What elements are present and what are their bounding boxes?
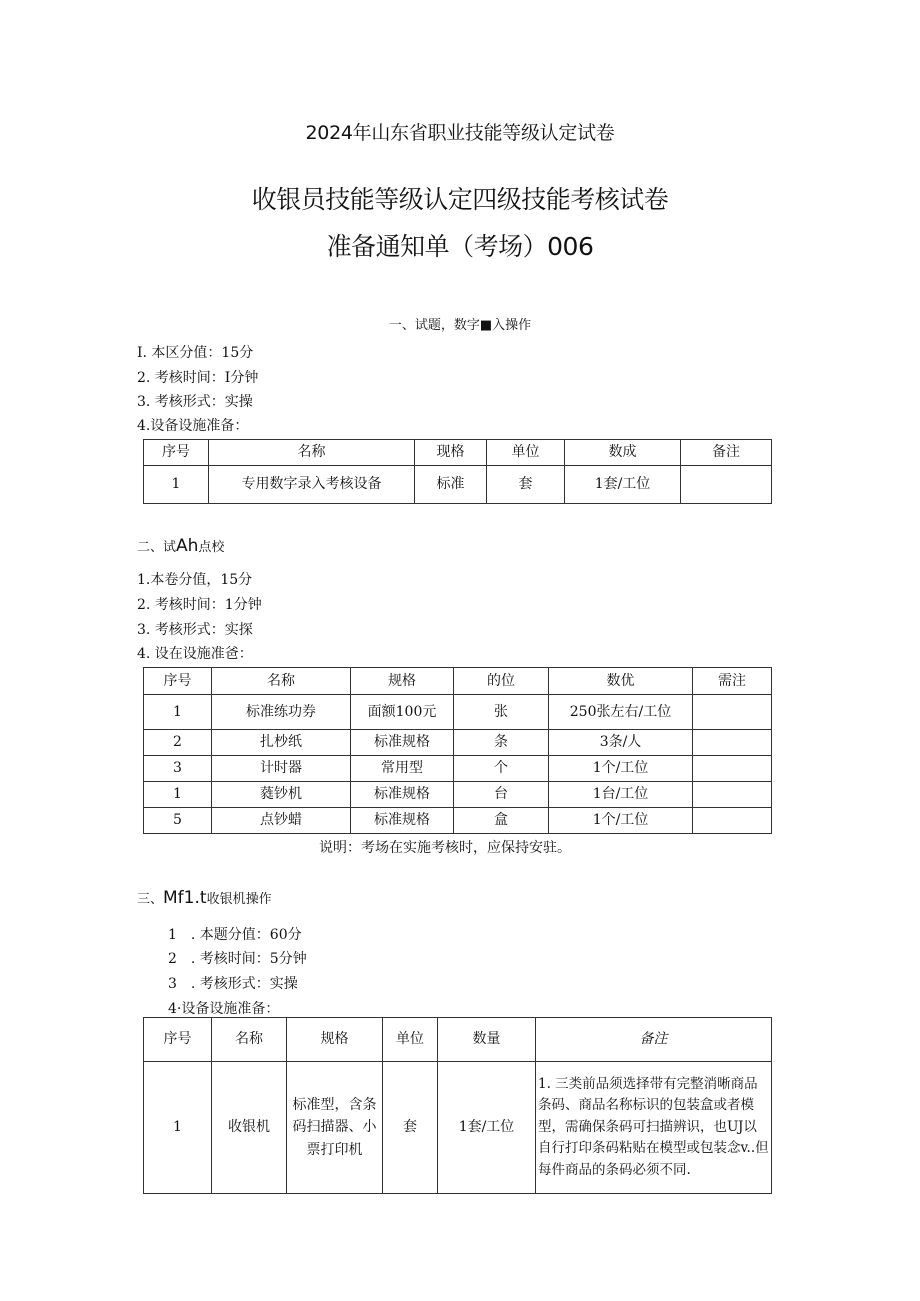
column-header: 备注 xyxy=(681,440,772,466)
section3-title-suffix: 收银机操作 xyxy=(206,892,272,907)
section1-item-1: I. 本区分值：15分 xyxy=(137,345,254,361)
column-header: 的位 xyxy=(454,668,549,695)
section2-item-3: 3. 考核形式：实探 xyxy=(137,622,253,638)
section1-item-2: 2. 考核时间：I分钟 xyxy=(137,370,259,386)
table-cell: 1. 三类前品须选择带有完整消晰商品条码、商品名称标识的包装盒或者模型，需确保条码可扫描辨识，也UJ以自行打印条码粘贴在模型或包装念v..但每件商品的条码必须不同. xyxy=(536,1062,772,1194)
table-cell xyxy=(681,466,772,504)
section1-equipment-table xyxy=(143,439,772,504)
table-cell: 5 xyxy=(144,808,212,834)
table-cell: 套 xyxy=(487,466,565,504)
section2-item-4: 4. 设在设施准爸： xyxy=(137,646,253,662)
column-header: 数成 xyxy=(565,440,681,466)
table-row xyxy=(144,808,772,834)
table-cell: 1个/工位 xyxy=(549,808,693,834)
table-cell: 标准 xyxy=(415,466,487,504)
section3-item-3: 3 . 考核形式：实操 xyxy=(168,976,298,992)
table-cell: 1 xyxy=(144,1062,212,1194)
column-header: 规格 xyxy=(351,668,454,695)
table-cell: 盒 xyxy=(454,808,549,834)
section2-note: 说明：考场在实施考核时，应保持安驻。 xyxy=(319,840,571,856)
table-row xyxy=(144,782,772,808)
table-cell: 1 xyxy=(144,782,212,808)
table-cell xyxy=(693,695,772,730)
table-row xyxy=(144,695,772,730)
section1-title: 一、试题，数字■入操作 xyxy=(388,318,532,333)
table-cell: 张 xyxy=(454,695,549,730)
table-cell xyxy=(693,808,772,834)
column-header: 数量 xyxy=(438,1018,536,1062)
section2-title xyxy=(137,536,224,556)
exam-title: 收银员技能等级认定四级技能考核试卷 xyxy=(251,185,669,214)
section2-title-big: Ah xyxy=(176,536,199,556)
table-header-row xyxy=(144,440,772,466)
table-cell: 条 xyxy=(454,730,549,756)
section1-item-4: 4.设备设施准备： xyxy=(137,418,249,434)
table-cell: 1个/工位 xyxy=(549,756,693,782)
table-cell: 2 xyxy=(144,730,212,756)
column-header: 序号 xyxy=(144,440,209,466)
table-row xyxy=(144,730,772,756)
table-cell: 标准练功券 xyxy=(212,695,351,730)
column-header: 备注 xyxy=(536,1018,772,1062)
table-cell: 点钞蜡 xyxy=(212,808,351,834)
section3-item-2: 2 . 考核时间：5分钟 xyxy=(168,951,307,967)
section3-item-1: 1 . 本题分值：60分 xyxy=(168,927,302,943)
section2-item-2: 2. 考核时间：1分钟 xyxy=(137,597,262,613)
table-header-row xyxy=(144,1018,772,1062)
table-cell: 面额100元 xyxy=(351,695,454,730)
table-cell: 1套/工位 xyxy=(438,1062,536,1194)
table-cell: 3条/人 xyxy=(549,730,693,756)
column-header: 需注 xyxy=(693,668,772,695)
table-cell: 1 xyxy=(144,695,212,730)
table-cell: 3 xyxy=(144,756,212,782)
table-cell: 扎杪纸 xyxy=(212,730,351,756)
table-cell: 标准规格 xyxy=(351,730,454,756)
table-header-row xyxy=(144,668,772,695)
exam-subtitle: 准备通知单（考场）006 xyxy=(326,232,594,261)
section3-title-big: Mf1.t xyxy=(163,888,207,908)
column-header: 名称 xyxy=(212,668,351,695)
exam-header-line1: 2024年山东省职业技能等级认定试卷 xyxy=(305,122,615,144)
table-cell: 标准规格 xyxy=(351,782,454,808)
section2-equipment-table xyxy=(143,667,772,834)
section3-item-4: 4·设备设施准备： xyxy=(168,1001,280,1017)
table-row xyxy=(144,1062,772,1194)
section1-item-3: 3. 考核形式：实操 xyxy=(137,394,253,410)
column-header: 名称 xyxy=(209,440,415,466)
section3-equipment-table xyxy=(143,1017,772,1194)
column-header: 序号 xyxy=(144,1018,212,1062)
column-header: 数优 xyxy=(549,668,693,695)
table-cell: 专用数字录入考核设备 xyxy=(209,466,415,504)
table-cell: 蕤钞机 xyxy=(212,782,351,808)
table-cell: 常用型 xyxy=(351,756,454,782)
table-cell: 标准型，含条码扫描器、小票打印机 xyxy=(287,1062,383,1194)
table-cell: 1套/工位 xyxy=(565,466,681,504)
table-cell xyxy=(693,756,772,782)
column-header: 名称 xyxy=(212,1018,287,1062)
table-cell: 1 xyxy=(144,466,209,504)
table-cell: 标准规格 xyxy=(351,808,454,834)
section3-title-prefix: 三、 xyxy=(137,892,164,907)
section2-title-prefix: 二、试 xyxy=(137,540,177,555)
section3-title xyxy=(137,888,272,908)
table-cell: 套 xyxy=(383,1062,438,1194)
column-header: 规格 xyxy=(287,1018,383,1062)
table-cell xyxy=(693,730,772,756)
table-cell: 台 xyxy=(454,782,549,808)
column-header: 现格 xyxy=(415,440,487,466)
table-row xyxy=(144,466,772,504)
section2-item-1: 1.本卷分值，15分 xyxy=(137,572,253,588)
table-row xyxy=(144,756,772,782)
table-cell: 个 xyxy=(454,756,549,782)
column-header: 序号 xyxy=(144,668,212,695)
section2-title-suffix: 点校 xyxy=(198,540,225,555)
table-cell: 250张左右/工位 xyxy=(549,695,693,730)
table-cell: 1台/工位 xyxy=(549,782,693,808)
column-header: 单位 xyxy=(487,440,565,466)
table-cell: 计时器 xyxy=(212,756,351,782)
table-cell: 收银机 xyxy=(212,1062,287,1194)
table-cell xyxy=(693,782,772,808)
column-header: 单位 xyxy=(383,1018,438,1062)
